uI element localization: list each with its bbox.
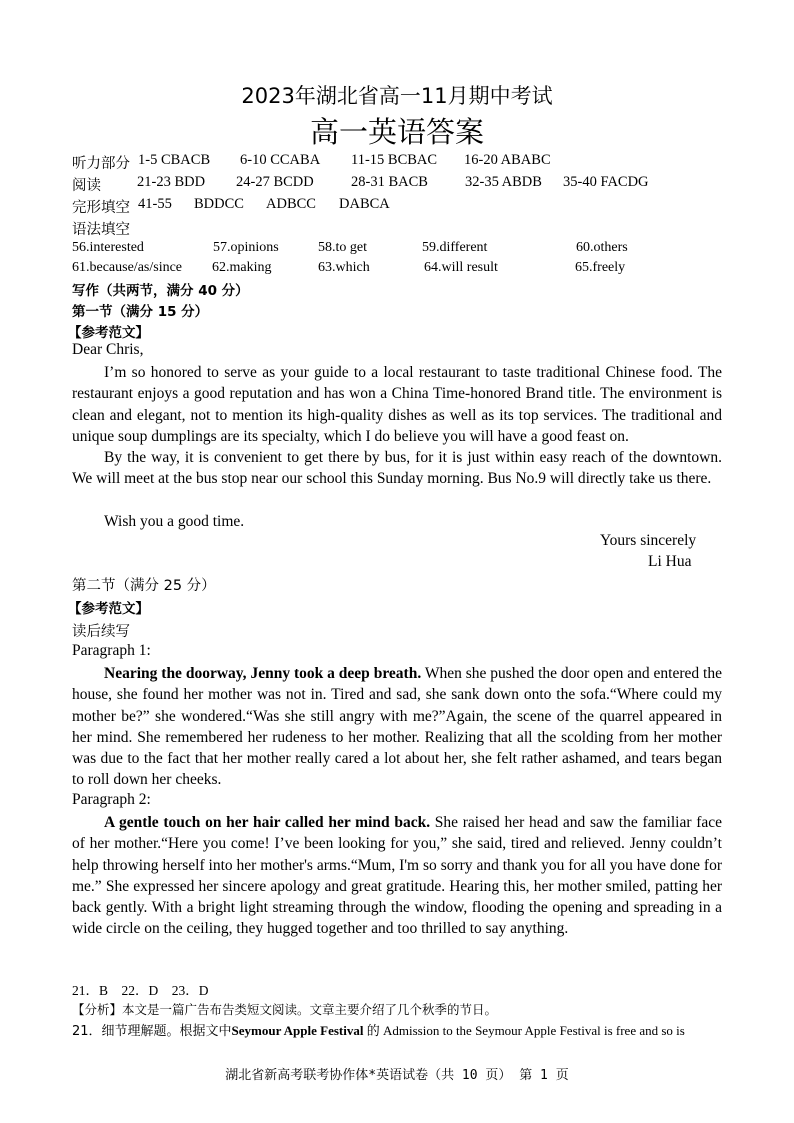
listening-label: 听力部分 (72, 156, 130, 172)
continuation-paragraph-2: A gentle touch on her hair called her mind back. She raised her head and saw the familiar face of her mother.“Here you come! I’ve been looking for you,” she said, tired and relieved. Jenny couldn’t help throwing herself into her mother's arms.“Mum, I'm so sorry and thank you for all you have done for me.” She expressed her sincere apology and great gratitude. Hearing this, her mother smiled, patting her back gently. With a bright light streaming through the window, flooding the opening and spreading in a wide circle on the ceiling, they hugged together and too thrilled to say anything. (72, 814, 723, 938)
answer-group: BDDCC (194, 196, 244, 212)
writing-heading: 写作（共两节，满分 40 分） (72, 283, 249, 299)
section2-sample-label: 【参考范文】 (68, 601, 149, 617)
answer-group: 28-31 BACB (351, 174, 428, 190)
paragraph-2-label: Paragraph 2: (72, 791, 151, 808)
continuation-paragraph-1: Nearing the doorway, Jenny took a deep breath. When she pushed the door open and entered the house, she found her mother was not in. Tired and sad, she sank down onto the sofa.“Where could my mother be?” she wondered.“Was she still angry with me?”Again, the scene of the quarrel appeared in her mind. She remembered her rudeness to her mother. Realizing that all the scolding from her mother was due to the fact that her mother really cared a lot about her, she felt rather ashamed, and tears began to roll down her cheeks. (72, 665, 722, 789)
grammar-answer: 59.different (422, 240, 488, 255)
grammar-answer: 57.opinions (213, 240, 279, 255)
letter-paragraph-1: I’m so honored to serve as your guide to a local restaurant to taste traditional Chinese food. The restaurant enjoys a good reputation and has won a China Time-honored Brand title. The environment is clean and elegant, not to mention its high-quality dishes as well as its top services. The traditional and unique soup dumplings are its specialty, which I do believe you will have a good feast on. (72, 364, 722, 445)
answer-group: 35-40 FACDG (563, 174, 649, 190)
letter-paragraph-2: By the way, it is convenient to get there by bus, for it is just within easy reach of the downtown. We will meet at the bus stop near our school this Sunday morning. Bus No.9 will directly take us there. (72, 449, 722, 488)
answer-group: 16-20 ABABC (464, 152, 551, 168)
answer-group: DABCA (339, 196, 390, 212)
cloze-range: 41-55 (138, 196, 172, 212)
analysis-answers: 21．B 22．D 23．D (72, 983, 209, 998)
answer-group: 1-5 CBACB (138, 152, 211, 168)
answer-group: 11-15 BCBAC (351, 152, 438, 168)
letter-greeting: Dear Chris, (72, 341, 144, 358)
grammar-answer: 62.making (212, 260, 272, 275)
answer-group: 21-23 BDD (137, 174, 206, 190)
answer-group: 32-35 ABDB (465, 174, 542, 190)
cloze-label: 完形填空 (72, 200, 130, 216)
grammar-answer: 58.to get (318, 240, 367, 255)
grammar-answer: 65.freely (575, 260, 626, 275)
section1-heading: 第一节（满分 15 分） (72, 304, 209, 320)
letter-paragraph-3: Wish you a good time. (104, 513, 245, 530)
grammar-answer: 64.will result (424, 260, 498, 275)
exam-title: 2023年湖北省高一11月期中考试 (241, 84, 553, 108)
analysis-q21: 21．细节理解题。根据文中Seymour Apple Festival 的 Admission to the Seymour Apple Festival is free and so is (72, 1023, 685, 1039)
letter-closing: Yours sincerely (600, 532, 697, 549)
grammar-answer: 60.others (576, 240, 628, 255)
grammar-label: 语法填空 (72, 222, 130, 238)
section1-sample-label: 【参考范文】 (68, 325, 149, 341)
grammar-answer: 56.interested (72, 240, 144, 255)
page-footer: 湖北省新高考联考协作体*英语试卷（共 10 页） 第 1 页 (225, 1068, 569, 1083)
paragraph-1-label: Paragraph 1: (72, 642, 151, 659)
grammar-answer: 61.because/as/since (72, 260, 183, 275)
answer-group: ADBCC (266, 196, 316, 212)
section2-heading: 第二节（满分 25 分） (72, 578, 216, 594)
continuation-writing-type: 读后续写 (72, 624, 130, 640)
answer-group: 6-10 CCABA (240, 152, 321, 168)
document-title: 高一英语答案 (309, 115, 484, 149)
letter-signature: Li Hua (648, 553, 692, 570)
reading-label: 阅读 (72, 178, 101, 194)
analysis-summary: 【分析】本文是一篇广告布告类短文阅读。文章主要介绍了几个秋季的节日。 (72, 1002, 498, 1017)
grammar-answer: 63.which (318, 260, 370, 275)
answer-group: 24-27 BCDD (236, 174, 314, 190)
